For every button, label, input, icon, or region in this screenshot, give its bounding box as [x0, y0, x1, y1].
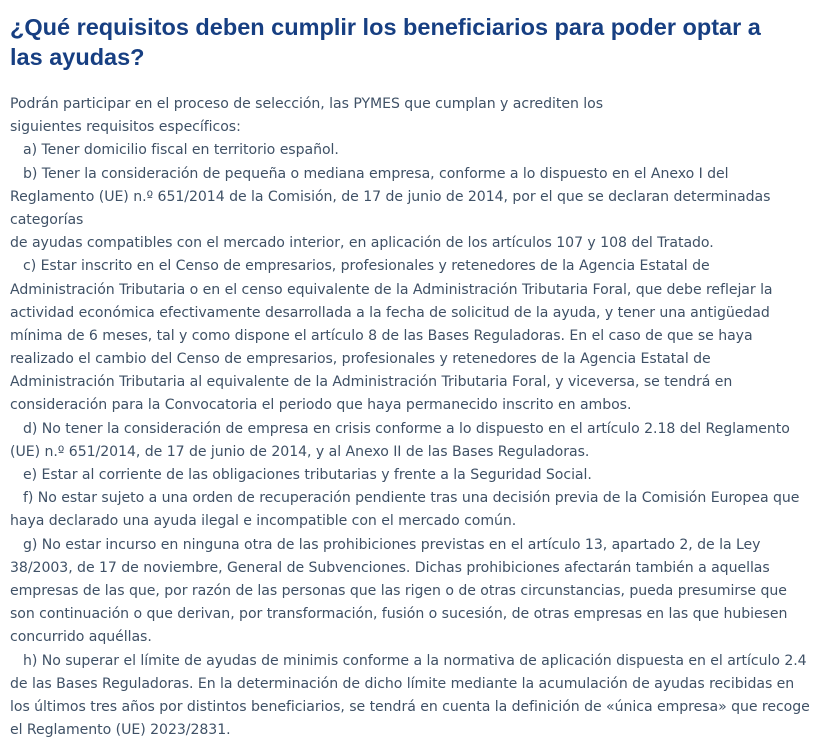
- heading-line-1: ¿Qué requisitos deben cumplir los beneficiarios para poder optar a: [10, 14, 761, 40]
- requirement-c-line: Administración Tributaria o en el censo equivalente de la Administración Tributaria Foral, que debe reflejar la: [10, 281, 773, 298]
- requirement-d-line: (UE) n.º 651/2014, de 17 de junio de 2014, y al Anexo II de las Bases Reguladoras.: [10, 443, 590, 460]
- requirement-a-line: a) Tener domicilio fiscal en territorio español.: [23, 142, 339, 159]
- requirement-e-line: e) Estar al corriente de las obligaciones tributarias y frente a la Seguridad Social.: [23, 467, 592, 483]
- requirement-c-line: realizado el cambio del Censo de empresarios, profesionales y retenedores de la Agencia Estatal de: [10, 351, 711, 368]
- requirement-c-line: consideración para la Convocatoria el periodo que haya permanecido inscrito en ambos.: [10, 397, 632, 414]
- intro-line: Podrán participar en el proceso de selección, las PYMES que cumplan y acrediten los: [10, 96, 604, 112]
- requirements-text: [10, 93, 834, 742]
- requirement-c-line: c) Estar inscrito en el Censo de empresarios, profesionales y retenedores de la Agencia Estatal de: [23, 258, 710, 275]
- intro-line: siguientes requisitos específicos:: [10, 119, 241, 136]
- requirement-b-line: b) Tener la consideración de pequeña o mediana empresa, conforme a lo dispuesto en el Anexo I del: [23, 165, 729, 182]
- requirement-g-line: empresas de las que, por razón de las personas que las rigen o de otras circunstancias, pueda presumirse que: [10, 582, 787, 599]
- requirement-b-line: de ayudas compatibles con el mercado interior, en aplicación de los artículos 107 y 108 del Tratado.: [10, 235, 714, 252]
- section-heading: [10, 12, 834, 72]
- requirement-g-line: concurrido aquéllas.: [10, 629, 152, 646]
- requirement-g-line: 38/2003, de 17 de noviembre, General de Subvenciones. Dichas prohibiciones afectarán también a aquellas: [10, 559, 770, 576]
- requirement-g-line: g) No estar incurso en ninguna otra de las prohibiciones previstas en el artículo 13, apartado 2, de la Ley: [23, 536, 761, 553]
- requirement-b-line: categorías: [10, 211, 84, 228]
- requirement-g-line: son continuación o que derivan, por transformación, fusión o sucesión, de otras empresas en las que hubiesen: [10, 606, 788, 623]
- requirement-h-line: de las Bases Reguladoras. En la determinación de dicho límite mediante la acumulación de ayudas recibidas en: [10, 675, 795, 692]
- requirement-b-line: Reglamento (UE) n.º 651/2014 de la Comisión, de 17 de junio de 2014, por el que se declaran determinadas: [10, 188, 771, 205]
- requirement-c-line: mínima de 6 meses, tal y como dispone el artículo 8 de las Bases Reguladoras. En el caso de que se haya: [10, 327, 753, 344]
- requirement-h-line: h) No superar el límite de ayudas de minimis conforme a la normativa de aplicación dispuesta en el artículo 2.4: [23, 652, 807, 669]
- requirement-f-line: f) No estar sujeto a una orden de recuperación pendiente tras una decisión previa de la Comisión Europea que: [23, 490, 800, 507]
- requirement-d-line: d) No tener la consideración de empresa en crisis conforme a lo dispuesto en el artículo 2.18 del Reglamento: [23, 420, 790, 437]
- requirement-f-line: haya declarado una ayuda ilegal e incompatible con el mercado común.: [10, 513, 517, 530]
- requirement-h-line: los últimos tres años por distintos beneficiarios, se tendrá en cuenta la definición de «única empresa» que recoge: [10, 698, 810, 715]
- heading-line-2: las ayudas?: [10, 44, 145, 70]
- requirement-h-line: el Reglamento (UE) 2023/2831.: [10, 722, 231, 739]
- requirement-c-line: Administración Tributaria al equivalente de la Administración Tributaria Foral, y viceversa, se tendrá en: [10, 374, 733, 391]
- article-content: [10, 0, 834, 742]
- requirement-c-line: actividad económica efectivamente desarrollada a la fecha de solicitud de la ayuda, y tener una antigüedad: [10, 304, 770, 321]
